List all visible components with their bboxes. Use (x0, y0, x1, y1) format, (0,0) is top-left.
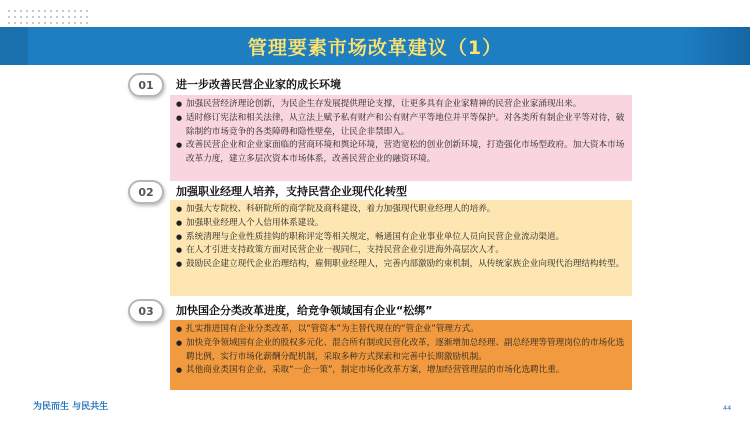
section-heading: 进一步改善民营企业家的成长环境 (176, 78, 341, 91)
page-number: 44 (723, 404, 732, 412)
section-heading: 加强职业经理人培养，支持民营企业现代化转型 (176, 185, 407, 198)
bullet-icon: ● (176, 338, 183, 347)
bullet-icon: ● (176, 100, 183, 108)
section-heading: 加快国企分类改革进度，给竞争领域国有企业“松绑” (176, 304, 433, 317)
list-item: ● 在人才引进支持政策方面对民营企业一视同仁，支持民营企业引进海外高层次人才。 (176, 244, 626, 258)
bullet-icon: ● (176, 141, 183, 150)
bullet-icon: ● (176, 205, 183, 213)
bullet-icon: ● (176, 232, 183, 241)
section-2 (132, 180, 630, 270)
section-content-box (170, 320, 632, 390)
bullet-icon: ● (176, 218, 183, 227)
list-item: ● 鼓励民企建立现代企业治理结构，雇佣职业经理人，完善内部激励约束机制，从传统家族企业向现代治理结构转型。 (176, 258, 626, 272)
list-item: ● 改善民营企业和企业家面临的营商环境和舆论环境，营造宽松的创业创新环境，打造强化市场型政府。加大资本市场改革力度，建立多层次资本市场体系，改善民营企业的融资环境。 (176, 139, 626, 167)
list-item: ● 加快竞争领域国有企业的股权多元化、混合所有制或民营化改革，逐渐增加总经理、副总经理等管理岗位的市场化选聘比例，实行市场化薪酬分配机制，采取多种方式探索和完善中长期激励机制。 (176, 337, 626, 365)
section-content-box (170, 200, 632, 296)
section-number-badge: 02 (128, 180, 164, 204)
list-item: ● 加强职业经理人个人信用体系建设。 (176, 217, 626, 231)
list-item: ● 加强民营经济理论创新，为民企生存发展提供理论支撑，让更多具有企业家精神的民营企业家涌现出来。 (176, 98, 626, 112)
list-item: ● 其他商业类国有企业，采取“一企一策”，制定市场化改革方案，增加经营管理层的市场化选聘比重。 (176, 364, 626, 378)
list-item: ● 加强大专院校、科研院所的商学院及商科建设，着力加强现代职业经理人的培养。 (176, 203, 626, 217)
bullet-icon: ● (176, 366, 183, 375)
section-number-badge: 01 (128, 73, 164, 97)
title-bar (0, 27, 750, 65)
bullet-icon: ● (176, 260, 183, 269)
bullet-icon: ● (176, 246, 183, 255)
bullet-icon: ● (176, 325, 183, 333)
section-1 (132, 73, 630, 165)
list-item: ● 适时修订宪法和相关法律，从立法上赋予私有财产和公有财产平等地位并平等保护。对各类所有制企业平等对待，破除制约市场竞争的各类障碍和隐性壁垒，让民企非禁即入。 (176, 112, 626, 140)
bullet-icon: ● (176, 113, 183, 122)
section-content-box (170, 95, 632, 181)
list-item: ● 系统清理与企业性质挂钩的职称评定等相关规定，畅通国有企业事业单位人员向民营企业流动渠道。 (176, 231, 626, 245)
footer-slogan: 为民而生 与民共生 (33, 402, 109, 412)
page-title: 管理要素市场改革建议（1） (247, 36, 503, 59)
section-3 (132, 299, 630, 376)
list-item: ● 扎实推进国有企业分类改革，以“管资本”为主替代现在的“管企业”管理方式。 (176, 323, 626, 337)
section-number-badge: 03 (128, 299, 164, 323)
